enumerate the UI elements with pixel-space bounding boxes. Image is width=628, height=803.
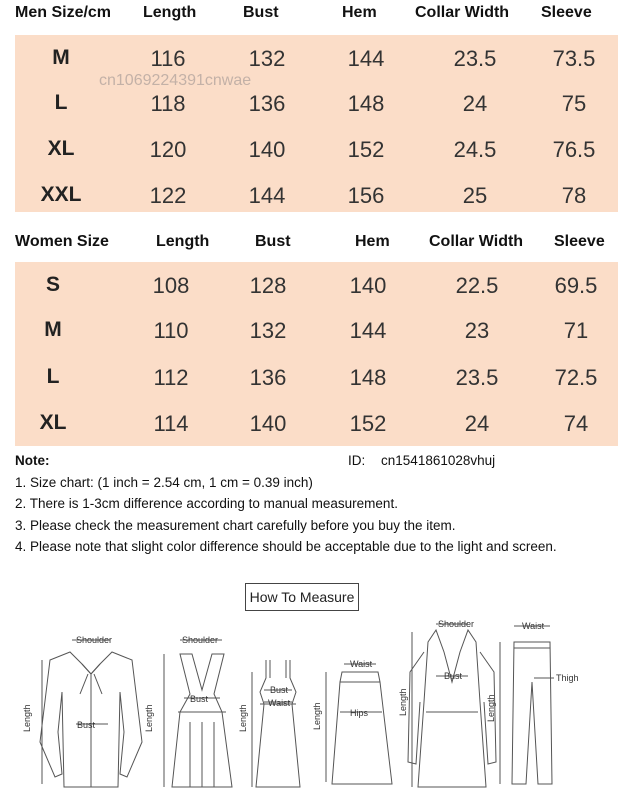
trousers-figure xyxy=(500,626,554,784)
table-row xyxy=(15,126,618,172)
hem-cell: 152 xyxy=(347,137,385,162)
table-row xyxy=(15,172,618,218)
men-header-bust: Bust xyxy=(243,4,279,21)
women-header-size: Women Size xyxy=(15,233,109,250)
size-cell: XL xyxy=(47,137,75,160)
sleeve-cell: 74 xyxy=(563,411,589,436)
label-thigh: Thigh xyxy=(556,673,579,683)
skirt-figure xyxy=(326,664,392,784)
hem-cell: 144 xyxy=(347,46,385,71)
v-neck-dress-figure xyxy=(164,640,232,787)
length-cell: 118 xyxy=(150,91,186,116)
label-shoulder: Shoulder xyxy=(438,619,475,629)
label-length: Length xyxy=(144,704,154,732)
sleeve-cell: 76.5 xyxy=(552,137,596,162)
length-cell: 120 xyxy=(149,137,187,162)
length-cell: 116 xyxy=(150,46,186,71)
men-size-table xyxy=(15,35,618,212)
id-label: ID: xyxy=(348,453,366,468)
men-header-size: Men Size/cm xyxy=(15,4,112,21)
blouse-figure xyxy=(40,640,142,787)
bust-cell: 132 xyxy=(249,318,287,343)
women-header-collar: Collar Width xyxy=(429,233,524,250)
label-bust: Bust xyxy=(77,720,96,730)
size-cell: L xyxy=(46,365,60,388)
hem-cell: 156 xyxy=(347,183,385,208)
bust-cell: 136 xyxy=(249,365,287,390)
notes-title: Note: xyxy=(15,453,50,468)
length-cell: 108 xyxy=(152,273,190,298)
hem-cell: 148 xyxy=(347,91,385,116)
hem-cell: 152 xyxy=(349,411,387,436)
men-header-hem: Hem xyxy=(342,4,377,21)
measure-illustrations xyxy=(0,612,628,798)
bust-cell: 128 xyxy=(249,273,287,298)
bust-cell: 140 xyxy=(249,411,287,436)
bust-cell: 144 xyxy=(248,183,286,208)
collar-cell: 23.5 xyxy=(453,46,497,71)
watermark: cn1069224391cnwae xyxy=(99,72,252,89)
size-cell: XXL xyxy=(40,183,82,206)
collar-cell: 24 xyxy=(462,91,488,116)
women-header-sleeve: Sleeve xyxy=(554,233,605,250)
women-table-header xyxy=(0,229,628,261)
id-value: cn1541861028vhuj xyxy=(381,453,496,468)
product-id xyxy=(348,453,495,468)
label-waist: Waist xyxy=(268,698,291,708)
label-bust: Bust xyxy=(190,694,209,704)
label-bust: Bust xyxy=(270,685,289,695)
table-row xyxy=(15,354,618,400)
table-row xyxy=(15,307,618,353)
hem-cell: 140 xyxy=(349,273,387,298)
bust-cell: 136 xyxy=(248,91,286,116)
sleeve-cell: 72.5 xyxy=(554,365,598,390)
sleeve-cell: 73.5 xyxy=(552,46,596,71)
table-row xyxy=(15,262,618,308)
label-length: Length xyxy=(238,704,248,732)
size-cell: XL xyxy=(39,411,67,434)
label-length: Length xyxy=(398,688,408,716)
size-cell: M xyxy=(52,46,70,69)
label-bust: Bust xyxy=(444,671,463,681)
sleeve-cell: 78 xyxy=(561,183,587,208)
women-header-bust: Bust xyxy=(255,233,291,250)
label-waist: Waist xyxy=(350,659,373,669)
collar-cell: 23.5 xyxy=(455,365,499,390)
size-cell: M xyxy=(44,318,62,341)
collar-cell: 23 xyxy=(464,318,490,343)
trench-coat-figure xyxy=(408,624,496,787)
sleeve-cell: 75 xyxy=(561,91,587,116)
length-cell: 112 xyxy=(153,365,189,390)
women-header-hem: Hem xyxy=(355,233,390,250)
men-header-sleeve: Sleeve xyxy=(541,4,592,21)
label-length: Length xyxy=(312,702,322,730)
sleeve-cell: 71 xyxy=(563,318,589,343)
men-header-collar: Collar Width xyxy=(415,4,510,21)
length-cell: 110 xyxy=(153,318,189,343)
size-cell: S xyxy=(45,273,61,296)
label-hips: Hips xyxy=(350,708,369,718)
size-cell: L xyxy=(54,91,68,114)
note-item: 2. There is 1-3cm difference according to manual measurement. xyxy=(15,496,398,511)
label-shoulder: Shoulder xyxy=(76,635,113,645)
hem-cell: 144 xyxy=(349,318,387,343)
label-length: Length xyxy=(22,704,32,732)
collar-cell: 22.5 xyxy=(455,273,499,298)
collar-cell: 24.5 xyxy=(453,137,497,162)
women-header-length: Length xyxy=(156,233,210,250)
notes-section xyxy=(15,453,557,561)
collar-cell: 24 xyxy=(464,411,490,436)
label-shoulder: Shoulder xyxy=(182,635,219,645)
men-header-length: Length xyxy=(143,4,197,21)
label-waist: Waist xyxy=(522,621,545,631)
length-cell: 122 xyxy=(149,183,187,208)
hem-cell: 148 xyxy=(349,365,387,390)
note-item: 1. Size chart: (1 inch = 2.54 cm, 1 cm = 0.39 inch) xyxy=(15,474,313,490)
bust-cell: 140 xyxy=(248,137,286,162)
camisole-figure xyxy=(252,660,300,787)
sleeve-cell: 69.5 xyxy=(554,273,598,298)
note-item: 3. Please check the measurement chart carefully before you buy the item. xyxy=(15,517,456,533)
collar-cell: 25 xyxy=(462,183,488,208)
how-to-measure-title: How To Measure xyxy=(245,583,359,611)
note-item: 4. Please note that slight color difference should be acceptable due to the light and screen. xyxy=(15,539,557,554)
label-length: Length xyxy=(486,694,496,722)
men-table-header xyxy=(0,0,628,32)
table-row xyxy=(15,400,618,446)
bust-cell: 132 xyxy=(248,46,286,71)
length-cell: 114 xyxy=(153,411,189,436)
women-size-table xyxy=(15,262,618,446)
